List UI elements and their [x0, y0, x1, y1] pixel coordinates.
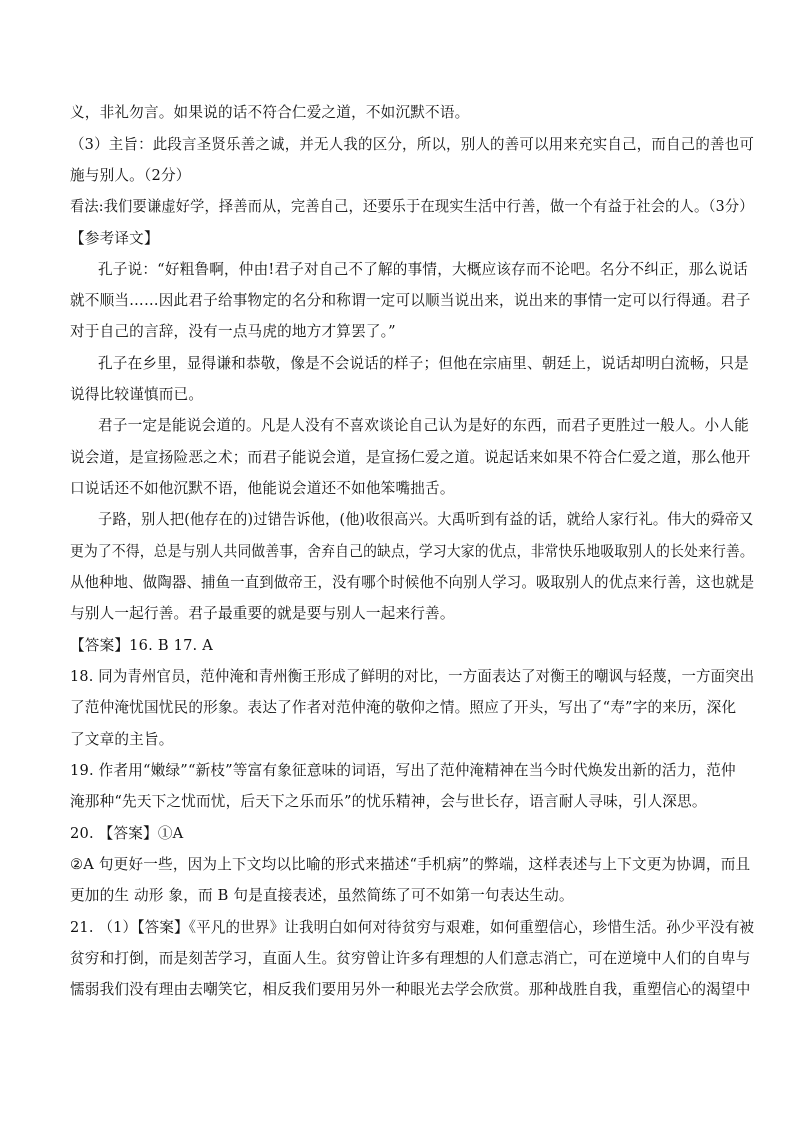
text-line: 子路，别人把(他存在的)过错告诉他，(他)收很高兴。大禹听到有益的话，就给人家行礼。伟大的舜帝又: [98, 511, 754, 528]
answer-line: 20. 【答案】①A: [70, 825, 184, 842]
text-line: 口说话还不如他沉默不语，他能说会道还不如他笨嘴拙舌。: [70, 480, 455, 497]
text-line: 18. 同为青州官员，范仲淹和青州衡王形成了鲜明的对比，一方面表达了对衡王的嘲讽与轻蔑，一方面突出: [70, 668, 755, 685]
text-line: 孔子说：“好粗鲁啊，仲由!君子对自己不了解的事情，大概应该存而不论吧。名分不纠正，那么说话: [98, 261, 748, 278]
text-line: 更为了不得，总是与别人共同做善事，舍弃自己的缺点，学习大家的优点，非常快乐地吸取别人的长处来行善。: [70, 543, 754, 560]
text-line: 从他种地、做陶器、捕鱼一直到做帝王，没有哪个时候他不向别人学习。吸取别人的优点来行善，这也就是: [70, 574, 755, 591]
text-line: 说会道，是宣扬险恶之术；而君子能说会道，是宣扬仁爱之道。说起话来如果不符合仁爱之道，那么他开: [70, 449, 751, 466]
text-line: 君子一定是能说会道的。凡是人没有不喜欢谈论自己认为是好的东西，而君子更胜过一般人。小人能: [98, 417, 749, 434]
section-heading: 【参考译文】: [70, 230, 159, 247]
text-line: （3）主旨：此段言圣贤乐善之诚，并无人我的区分，所以，别人的善可以用来充实自己，而自己的善也可: [70, 136, 755, 153]
text-line: 懦弱我们没有理由去嘲笑它，相反我们要用另外一种眼光去学会欣赏。那种战胜自我，重塑信心的渴望中: [70, 981, 751, 998]
text-line: 对于自己的言辞，没有一点马虎的地方才算罢了。”: [70, 323, 396, 340]
text-line: 19. 作者用“嫩绿”“新枝”等富有象征意味的词语，写出了范仲淹精神在当今时代焕发出新的活力，范仲: [70, 762, 736, 779]
text-line: 了文章的主旨。: [70, 731, 174, 748]
text-line: 更加的生 动形 象，而 B 句是直接表述，虽然简练了可不如第一句表达生动。: [70, 887, 574, 904]
text-line: 了范仲淹忧国忧民的形象。表达了作者对范仲淹的敬仰之情。照应了开头，写出了“寿”字的来历，深化: [70, 699, 737, 716]
text-line: 看法:我们要谦虚好学，择善而从，完善自己，还要乐于在现实生活中行善，做一个有益于社会的人。（3分）: [70, 198, 754, 215]
text-line: ②A 句更好一些，因为上下文均以比喻的形式来描述“手机病”的弊端，这样表述与上下文更为协调，而且: [70, 856, 751, 873]
answer-line: 【答案】16. B 17. A: [70, 637, 213, 654]
text-line: 就不顺当……因此君子给事物定的名分和称谓一定可以顺当说出来，说出来的事情一定可以行得通。君子: [70, 292, 751, 309]
text-line: 说得比较谨慎而已。: [70, 386, 204, 403]
text-line: 义，非礼勿言。如果说的话不符合仁爱之道，不如沉默不语。: [70, 104, 470, 121]
text-line: 与别人一起行善。君子最重要的就是要与别人一起来行善。: [70, 605, 455, 622]
text-line: 贫穷和打倒，而是刻苦学习，直面人生。贫穷曾让许多有理想的人们意志消亡，可在逆境中人们的自卑与: [70, 950, 751, 967]
text-line: 施与别人。（2分）: [70, 167, 191, 184]
text-line: 淹那种“先天下之忧而忧，后天下之乐而乐”的忧乐精神，会与世长存，语言耐人寻味，引人深思。: [70, 793, 707, 810]
text-line: 孔子在乡里，显得谦和恭敬，像是不会说话的样子；但他在宗庙里、朝廷上，说话却明白流畅，只是: [98, 355, 749, 372]
text-line: 21. （1）【答案】《平凡的世界》让我明白如何对待贫穷与艰难，如何重塑信心，珍惜生活。孙少平没有被: [70, 919, 755, 936]
